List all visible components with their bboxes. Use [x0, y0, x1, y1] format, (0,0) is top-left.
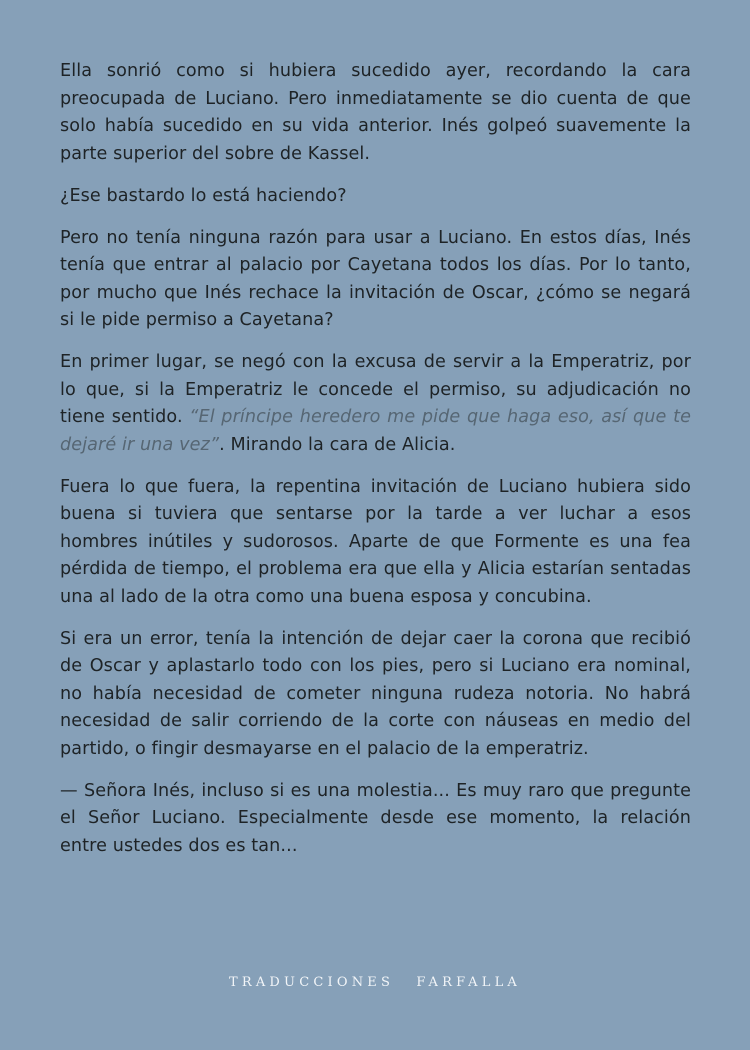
- paragraph-4-quote: “El príncipe heredero me pide que haga eso, así que te dejaré ir una vez”: [60, 407, 692, 455]
- paragraph-1: Ella sonrió como si hubiera sucedido ayer, recordando la cara preocupada de Luciano. Pero inmediatamente se dio cuenta de que solo había sucedido en su vida anterior. Inés golpeó suavemente la parte superior del sobre de Kassel.: [60, 61, 691, 164]
- paragraph-4: [60, 349, 691, 459]
- paragraph-3: Pero no tenía ninguna razón para usar a Luciano. En estos días, Inés tenía que entrar al palacio por Cayetana todos los días. Por lo tanto, por mucho que Inés rechace la invitación de Oscar, ¿cómo se negará si le pide permiso a Cayetana?: [60, 227, 691, 330]
- page-body: [60, 58, 691, 875]
- paragraph-5: Fuera lo que fuera, la repentina invitación de Luciano hubiera sido buena si tuviera que sentarse por la tarde a ver luchar a esos hombres inútiles y sudorosos. Aparte de que Formente es una fea pérdida de tiempo, el problema era que ella y Alicia estarían sentadas una al lado de la otra como una buena esposa y concubina.: [60, 476, 691, 607]
- paragraph-6: Si era un error, tenía la intención de dejar caer la corona que recibió de Oscar y aplastarlo todo con los pies, pero si Luciano era nominal, no había necesidad de cometer ninguna rudeza notoria. No habrá necesidad de salir corriendo de la corte con náuseas en medio del partido, o fingir desmayarse en el palacio de la emperatriz.: [60, 628, 691, 759]
- paragraph-2: ¿Ese bastardo lo está haciendo?: [60, 185, 347, 206]
- footer-credit: TRADUCCIONES FARFALLA: [228, 975, 521, 990]
- paragraph-4-text-before: En primer lugar, se negó con la excusa de servir a la Emperatriz, por lo que, si la Emperatriz le concede el permiso, su adjudicación no tiene sentido.: [60, 352, 691, 427]
- paragraph-7: — Señora Inés, incluso si es una molestia... Es muy raro que pregunte el Señor Luciano. Especialmente desde ese momento, la relación entre ustedes dos es tan...: [60, 780, 691, 856]
- paragraph-4-text-after: . Mirando la cara de Alicia.: [219, 434, 456, 455]
